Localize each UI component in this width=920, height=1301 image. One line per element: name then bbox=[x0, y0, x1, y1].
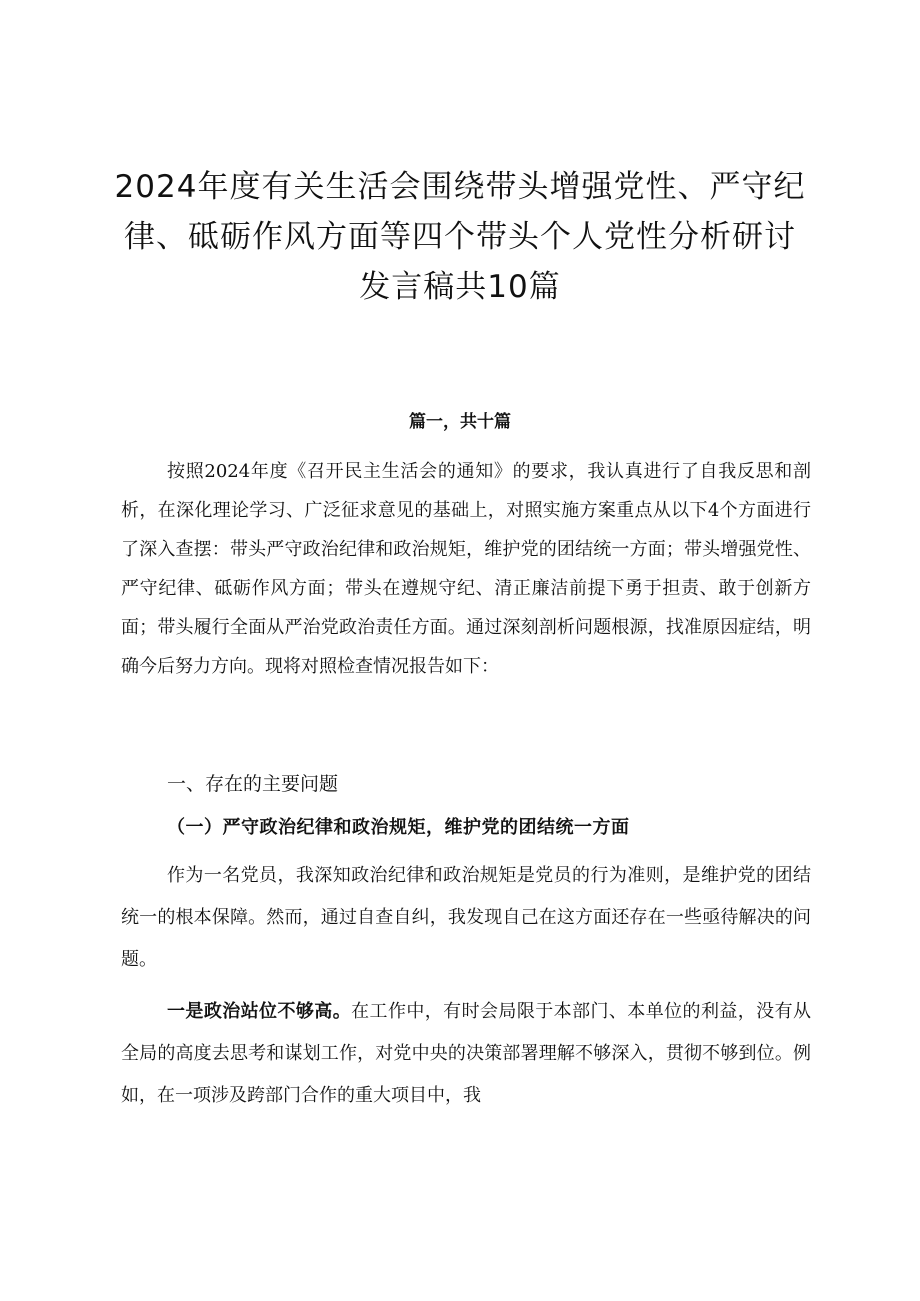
paragraph-body: 在工作中，有时会局限于本部门、本单位的利益，没有从全局的高度去思考和谋划工作，对党中央的决策部署理解不够深入，贯彻不够到位。例如，在一项涉及跨部门合作的重大项目中，我 bbox=[121, 1001, 812, 1106]
subsection-heading: （一）严守政治纪律和政治规矩，维护党的团结统一方面 bbox=[167, 817, 630, 838]
paragraph-lead: 一是政治站位不够高。 bbox=[167, 1001, 352, 1022]
intro-paragraph: 按照2024年度《召开民主生活会的通知》的要求，我认真进行了自我反思和剖析，在深化理论学习、广泛征求意见的基础上，对照实施方案重点从以下4个方面进行了深入查摆：带头严守政治纪律和政治规矩，维护党的团结统一方面；带头增强党性、严守纪律、砥砺作风方面；带头在遵规守纪、清正廉洁前提下勇于担责、敢于创新方面；带头履行全面从严治党政治责任方面。通过深刻剖析问题根源，找准原因症结，明确今后努力方向。现将对照检查情况报告如下： bbox=[121, 461, 811, 677]
article-subtitle: 篇一，共十篇 bbox=[409, 412, 511, 432]
body-paragraph-3 bbox=[121, 991, 811, 1117]
document-title: 2024年度有关生活会围绕带头增强党性、严守纪律、砥砺作风方面等四个带头个人党性分析研讨发言稿共10篇 bbox=[114, 169, 806, 305]
body-paragraph-2: 作为一名党员，我深知政治纪律和政治规矩是党员的行为准则，是维护党的团结统一的根本保障。然而，通过自查自纠，我发现自己在这方面还存在一些亟待解决的问题。 bbox=[121, 865, 811, 970]
section-heading: 一、存在的主要问题 bbox=[167, 773, 339, 795]
